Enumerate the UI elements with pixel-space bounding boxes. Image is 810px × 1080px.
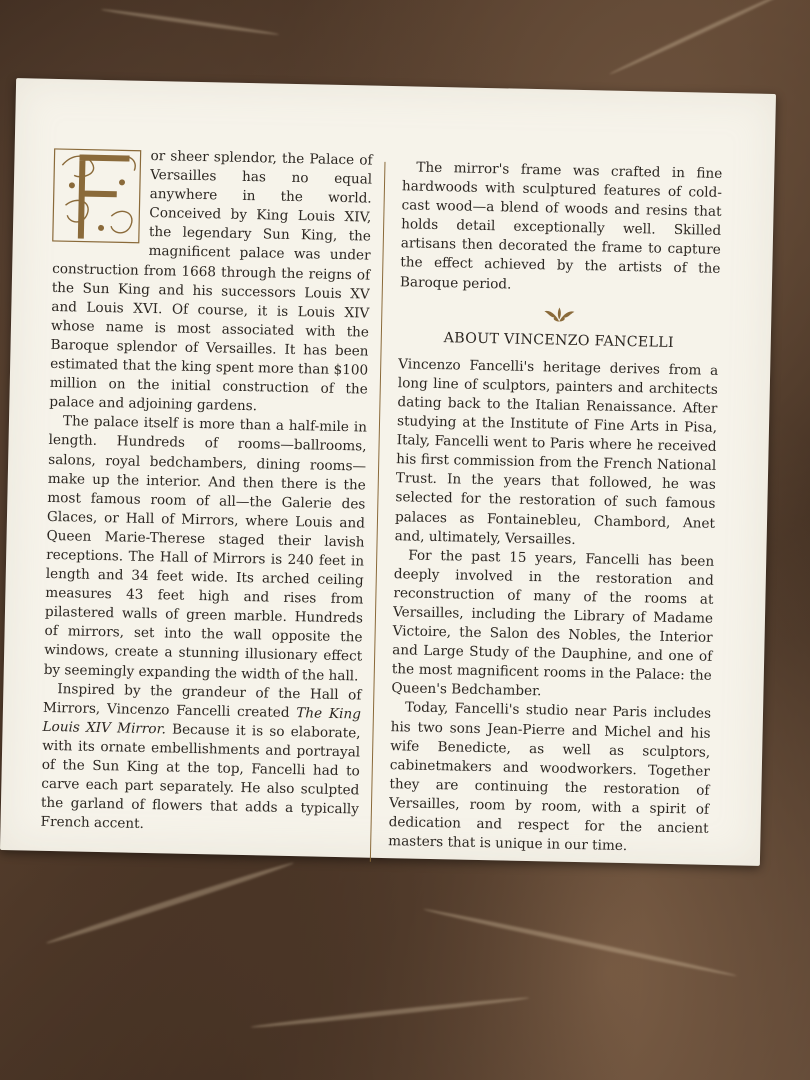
studio-paragraph: Today, Fancelli's studio near Paris includes his two sons Jean-Pierre and Michel and his wife Benedicte, as well as sculptors, cabinetmakers and woodworkers. Together they are continuing the restoration of Versailles, room by room, with a spirit of dedication and respect for the ancient masters that is unique in our time. [388,699,712,855]
frame-paragraph: The mirror's frame was crafted in fine hardwoods with sculptured features of cold-cast wood—a blend of woods and resins that holds detail exceptionally well. Skilled artisans then decorated the frame to capture the effect achieved by the artists of the Baroque period. [399,159,723,293]
section-heading: ABOUT VINCENZO FANCELLI [443,329,675,351]
restoration-paragraph: For the past 15 years, Fancelli has been deeply involved in the restoration and reconstruction of many of the rooms at Versailles, including the Library of Madame Victoire, the Salon des Nobles, the Interior and Large Study of the Dauphine, and one of the most magnificent rooms in the Palace: the Queen's Bedchamber. [391,547,715,700]
fleuron-icon [399,302,719,329]
mirror-title: The King Louis XIV Mirror. [42,704,362,738]
opening-paragraph [49,145,373,419]
booklet-page [0,78,776,866]
column-divider [370,162,386,862]
heritage-paragraph: Vincenzo Fancelli's heritage derives from a long line of sculptors, painters and architects dating back to the Italian Renaissance. After studying at the Institute of Fine Arts in Pisa, Italy, Fancelli went to Paris where he received his first commission from the French National Trust. In the years that followed, he was selected for the restoration of such famous palaces as Fontainebleu, Chambord, Anet and, ultimately, Versailles. [394,355,719,548]
mirror-paragraph [40,679,361,838]
ornate-dropcap-icon [51,145,145,247]
right-column [388,158,722,858]
p3-before: Inspired by the grandeur of the Hall of Mirrors, Vincenzo Fancelli created [42,680,362,721]
p1-text: or sheer splendor, the Palace of Versailles has no equal anywhere in the world. Conceived by King Louis XIV, the legendary Sun King, the magnificent palace was under construction from 1668 through the reigns of the Sun King and his successors Louis XV and Louis XVI. Of course, it is Louis XIV whose name is most associated with the Baroque splendor of Versailles. It has been estimated that the king spent more than $100 million on the initial construction of the palace and adjoining gardens. [49,147,373,415]
left-column [40,145,372,839]
palace-paragraph: The palace itself is more than a half-mile in length. Hundreds of rooms—ballrooms, salons, royal bedchambers, dining rooms—make up the interior. And then there is the most famous room of all—the Galerie des Glaces, or Hall of Mirrors, where Louis and Queen Marie-Therese staged their lavish receptions. The Hall of Mirrors is 240 feet in length and 34 feet wide. Its arched ceiling measures 43 feet high and rises from pilastered walls of green marble. Hundreds of mirrors, set into the wall opposite the windows, create a stunning illusionary effect by seemingly expanding the width of the hall. [43,413,368,684]
p3-after: Because it is so elaborate, with its ornate embellishments and portrayal of the Sun King at the top, Fancelli had to carve each part separately. He also sculpted the garland of flowers that adds a typically French accent. [40,721,361,833]
